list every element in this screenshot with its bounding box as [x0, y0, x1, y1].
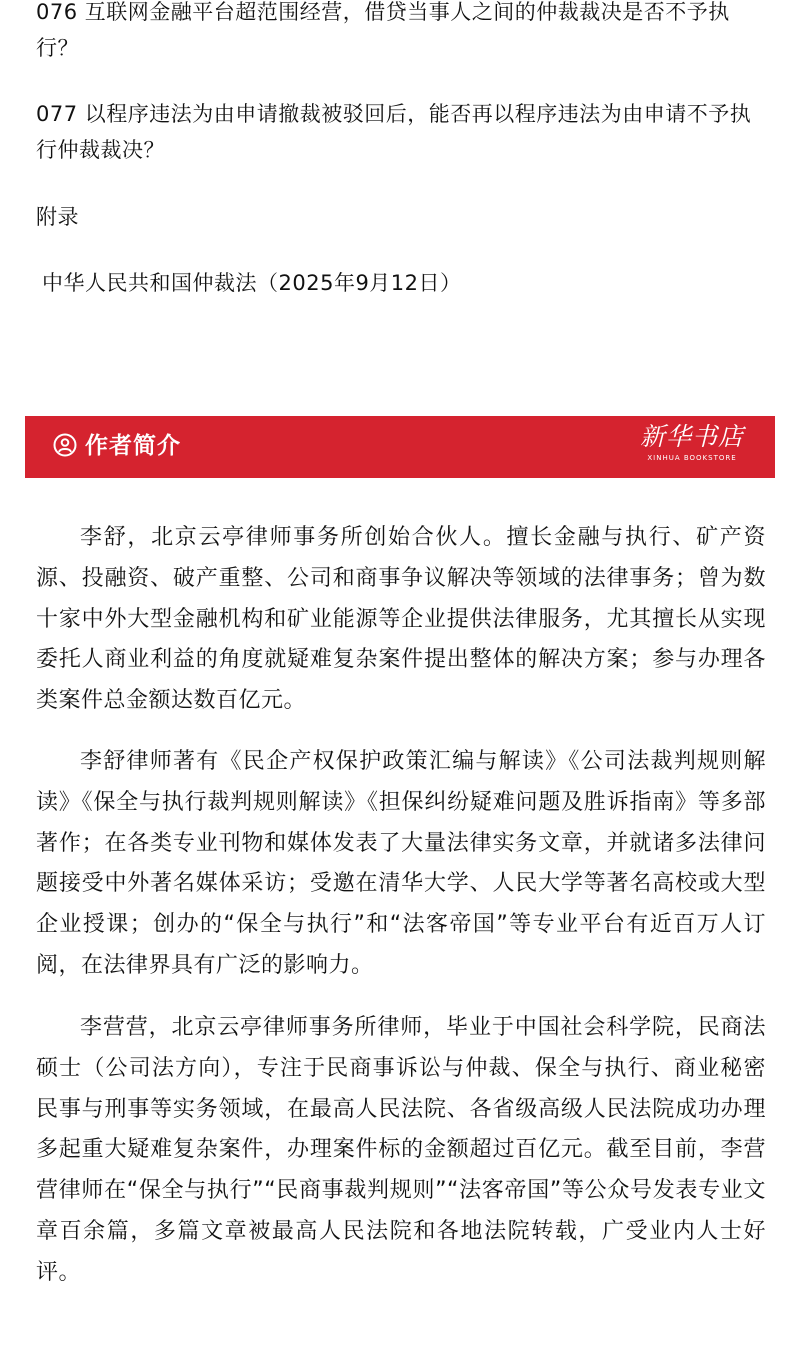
- toc-item-077[interactable]: 077 以程序违法为由申请撤裁被驳回后，能否再以程序违法为由申请不予执行仲裁裁决？: [36, 102, 752, 162]
- user-circle-icon: [53, 433, 77, 457]
- brand-logo-english: XINHUA BOOKSTORE: [647, 454, 737, 462]
- brand-logo-chinese: 新华书店: [639, 422, 744, 451]
- bio-paragraph-li-yingying: 李营营，北京云亭律师事务所律师，毕业于中国社会科学院，民商法硕士（公司法方向），专注于民商事诉讼与仲裁、保全与执行、商业秘密民事与刑事等实务领域，在最高人民法院、各省级高级人民法院成功办理多起重大疑难复杂案件，办理案件标的金额超过百亿元。截至目前，李营营律师在“保全与执行”“民商事裁判规则”“法客帝国”等公众号发表专业文章百余篇，多篇文章被最高人民法院和各地法院转载，广受业内人士好评。: [36, 1015, 766, 1285]
- toc-item-076[interactable]: 076 互联网金融平台超范围经营，借贷当事人之间的仲裁裁决是否不予执行？: [36, 0, 730, 60]
- xinhua-bookstore-logo: [637, 422, 747, 472]
- bio-paragraph-li-shu: 李舒，北京云亭律师事务所创始合伙人。擅长金融与执行、矿产资源、投融资、破产重整、公司和商事争议解决等领域的法律事务；曾为数十家中外大型金融机构和矿业能源等企业提供法律服务，尤其擅长从实现委托人商业利益的角度就疑难复杂案件提出整体的解决方案；参与办理各类案件总金额达数百亿元。: [36, 525, 766, 714]
- bio-paragraph-li-shu-works: 李舒律师著有《民企产权保护政策汇编与解读》《公司法裁判规则解读》《保全与执行裁判规则解读》《担保纠纷疑难问题及胜诉指南》等多部著作；在各类专业刊物和媒体发表了大量法律实务文章，并就诸多法律问题接受中外著名媒体采访；受邀在清华大学、人民大学等著名高校或大型企业授课；创办的“保全与执行”和“法客帝国”等专业平台有近百万人订阅，在法律界具有广泛的影响力。: [36, 749, 766, 978]
- toc-item-appendix[interactable]: 附录: [36, 205, 79, 229]
- section-title: 作者简介: [85, 433, 181, 459]
- author-intro-banner: [25, 416, 775, 478]
- toc-item-arbitration-law[interactable]: 中华人民共和国仲裁法（2025年9月12日）: [42, 271, 462, 295]
